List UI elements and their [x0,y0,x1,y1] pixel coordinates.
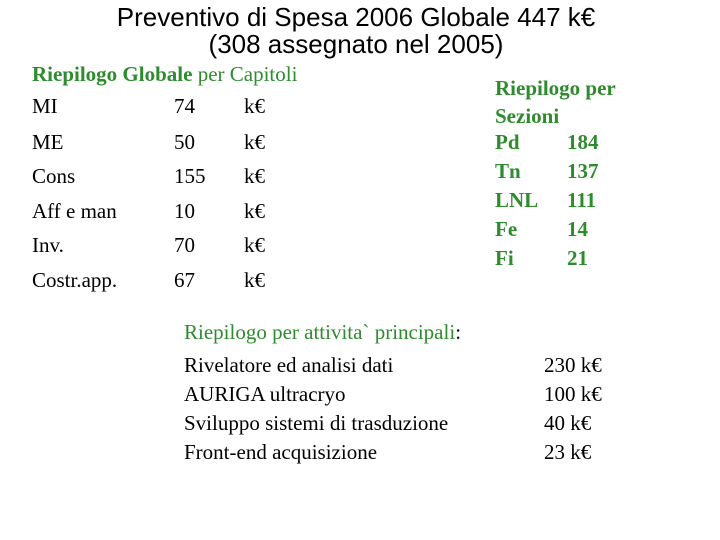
capitolo-unit: k€ [244,130,265,154]
attivita-header [184,320,461,345]
sezione-name: Tn [495,159,521,183]
attivita-value: 23 k€ [544,440,592,464]
sezione-value: 111 [567,188,597,212]
capitolo-name: Cons [32,164,76,188]
attivita-name: Sviluppo sistemi di trasduzione [184,411,449,435]
capitoli-header-rest: per Capitoli [192,62,298,86]
attivita-value: 100 k€ [544,382,602,406]
capitolo-name: Inv. [32,233,64,257]
sezione-name: Fe [495,217,518,241]
capitolo-name: MI [32,94,58,118]
capitolo-unit: k€ [244,199,265,223]
capitolo-value: 10 [174,199,195,223]
capitolo-unit: k€ [244,94,265,118]
capitolo-value: 50 [174,130,195,154]
attivita-name: Rivelatore ed analisi dati [184,353,394,377]
sezione-value: 14 [567,217,588,241]
sezione-name: LNL [495,188,539,212]
capitolo-name: ME [32,130,64,154]
sezioni-header: Riepilogo per Sezioni [495,76,616,128]
capitoli-header-bold: Riepilogo Globale [32,62,193,86]
sezione-value: 21 [567,246,588,270]
capitolo-value: 70 [174,233,195,257]
capitolo-unit: k€ [244,233,265,257]
sezione-name: Pd [495,130,520,154]
attivita-name: AURIGA ultracryo [184,382,346,406]
capitolo-name: Aff e man [32,199,117,223]
capitolo-value: 74 [174,94,195,118]
capitolo-name: Costr.app. [32,268,118,292]
attivita-value: 230 k€ [544,353,602,377]
capitolo-value: 67 [174,268,195,292]
attivita-header-colon: : [455,320,462,344]
attivita-header-text: Riepilogo per attivita` principali [184,320,456,344]
capitolo-unit: k€ [244,164,265,188]
capitolo-unit: k€ [244,268,265,292]
attivita-name: Front-end acquisizione [184,440,378,464]
title-line-2: (308 assegnato nel 2005) [208,29,504,59]
capitolo-value: 155 [174,164,206,188]
sezione-value: 184 [567,130,599,154]
attivita-value: 40 k€ [544,411,592,435]
page-title [0,4,712,58]
capitoli-header [32,62,297,87]
sezione-name: Fi [495,246,514,270]
sezione-value: 137 [567,159,599,183]
title-line-1: Preventivo di Spesa 2006 Globale 447 k€ [116,2,596,32]
